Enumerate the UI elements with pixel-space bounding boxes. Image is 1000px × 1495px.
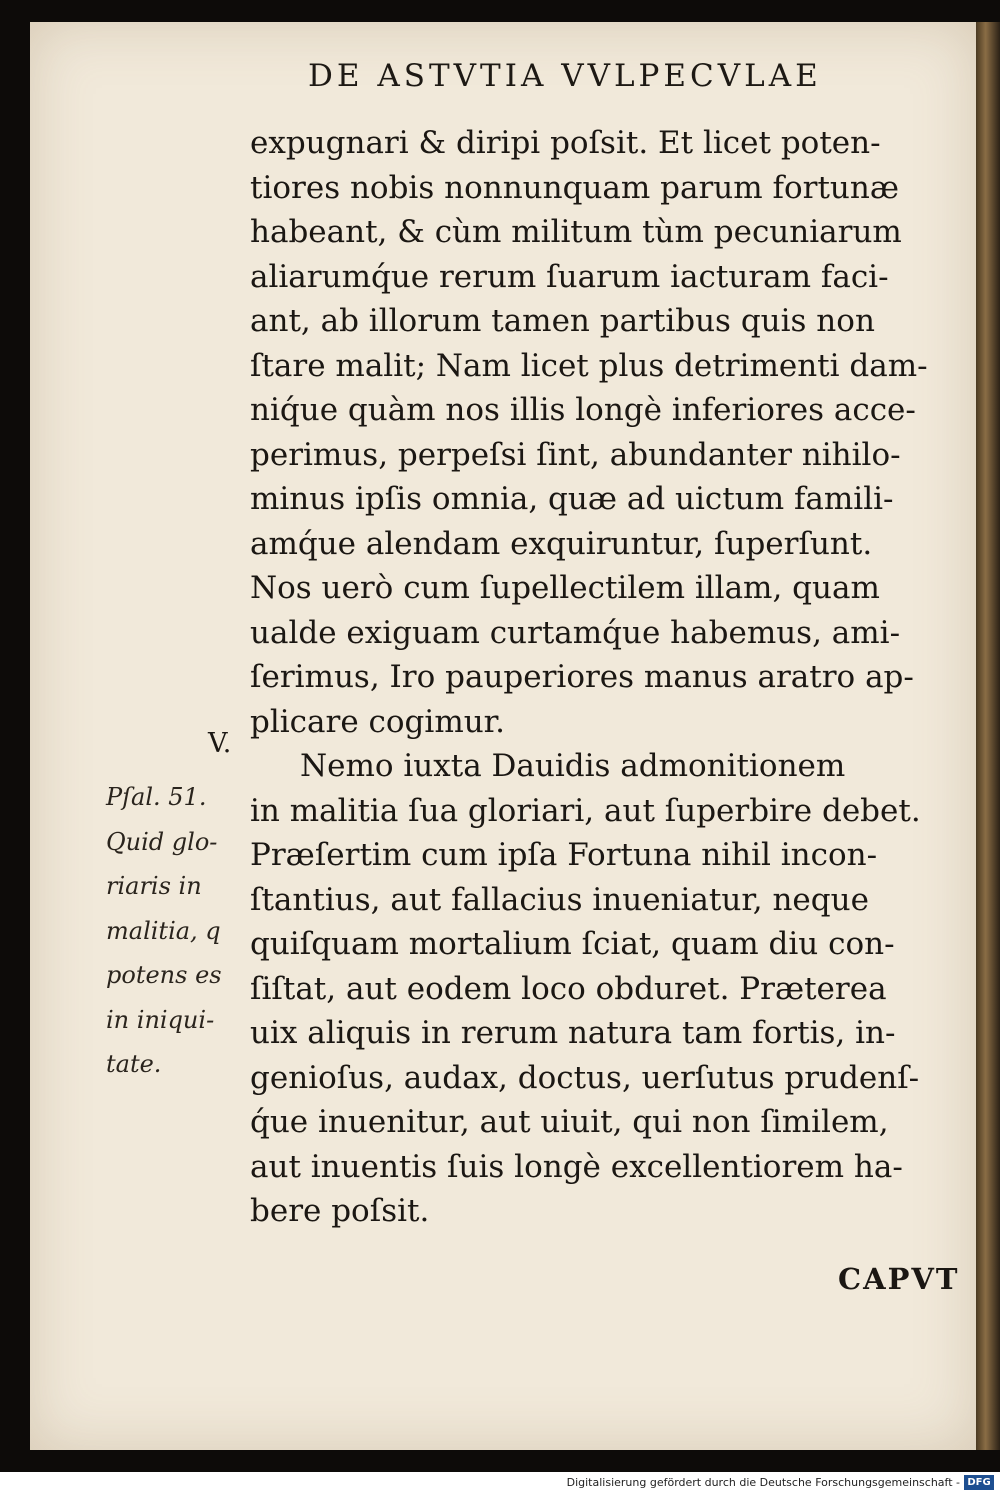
text-line: Nos uerò cum ſupellectilem illam, quam xyxy=(250,570,880,606)
text-line: habeant, & cùm militum tùm pecuniarum xyxy=(250,214,902,250)
text-line: ſtare malit; Nam licet plus detrimenti dam- xyxy=(250,347,928,384)
text-line: ſerimus, Iro pauperiores manus aratro ap- xyxy=(250,659,914,695)
text-line: aut inuentis ſuis longè excellentiorem ha- xyxy=(250,1148,903,1185)
text-line: tiores nobis nonnunquam parum fortunæ xyxy=(250,169,899,206)
text-line: amq́ue alendam exquiruntur, ſuperſunt. xyxy=(250,525,873,562)
text-line: ſiſtat, aut eodem loco obduret. Præterea xyxy=(250,970,887,1007)
text-line: q́ue inuenitur, aut uiuit, qui non ſimilem, xyxy=(250,1104,889,1140)
marginal-note-line: malitia, q xyxy=(106,916,221,945)
text-line: niq́ue quàm nos illis longè inferiores acce- xyxy=(250,392,916,428)
book-spine-edge xyxy=(976,22,1000,1450)
funding-credit: Digitalisierung gefördert durch die Deutsche Forschungsgemeinschaft - xyxy=(566,1476,960,1489)
text-line: uix aliquis in rerum natura tam fortis, in- xyxy=(250,1015,896,1051)
text-line: ualde exiguam curtamq́ue habemus, ami- xyxy=(250,614,901,651)
dfg-logo: DFG xyxy=(964,1475,994,1490)
marginal-note-line: Pſal. 51. xyxy=(106,783,207,811)
text-line: plicare cogimur. xyxy=(250,703,505,740)
marginal-note-line: Quid glo- xyxy=(106,827,218,856)
section-number: V. xyxy=(208,728,232,759)
text-line: genioſus, audax, doctus, uerſutus prudenſ- xyxy=(250,1059,920,1096)
running-head: DE ASTVTIA VVLPECVLAE xyxy=(308,58,822,94)
marginal-note-line: in iniqui- xyxy=(106,1005,215,1034)
text-line: bere poſsit. xyxy=(250,1193,430,1229)
text-line: in malitia ſua gloriari, aut ſuperbire debet. xyxy=(250,792,921,829)
text-line: ant, ab illorum tamen partibus quis non xyxy=(250,303,875,339)
text-line: perimus, perpeſsi ſint, abundanter nihilo- xyxy=(250,436,901,473)
catchword: CAPVT xyxy=(838,1262,960,1296)
text-line: expugnari & diripi poſsit. Et licet poten- xyxy=(250,125,881,161)
marginal-note xyxy=(106,775,251,1087)
text-line: Nemo iuxta Dauidis admonitionem xyxy=(300,748,846,784)
text-line: Præſertim cum ipſa Fortuna nihil incon- xyxy=(250,837,878,873)
text-line: aliarumq́ue rerum ſuarum iacturam faci- xyxy=(250,258,889,295)
text-line: quiſquam mortalium ſciat, quam diu con- xyxy=(250,926,895,962)
text-line: minus ipſis omnia, quæ ad uictum famili- xyxy=(250,481,894,517)
main-text-block xyxy=(250,121,962,1234)
marginal-note-line: tate. xyxy=(106,1050,162,1078)
text-line: ſtantius, aut fallacius inueniatur, neque xyxy=(250,881,869,918)
marginal-note-line: riaris in xyxy=(106,872,202,900)
marginal-note-line: potens es xyxy=(106,961,222,989)
